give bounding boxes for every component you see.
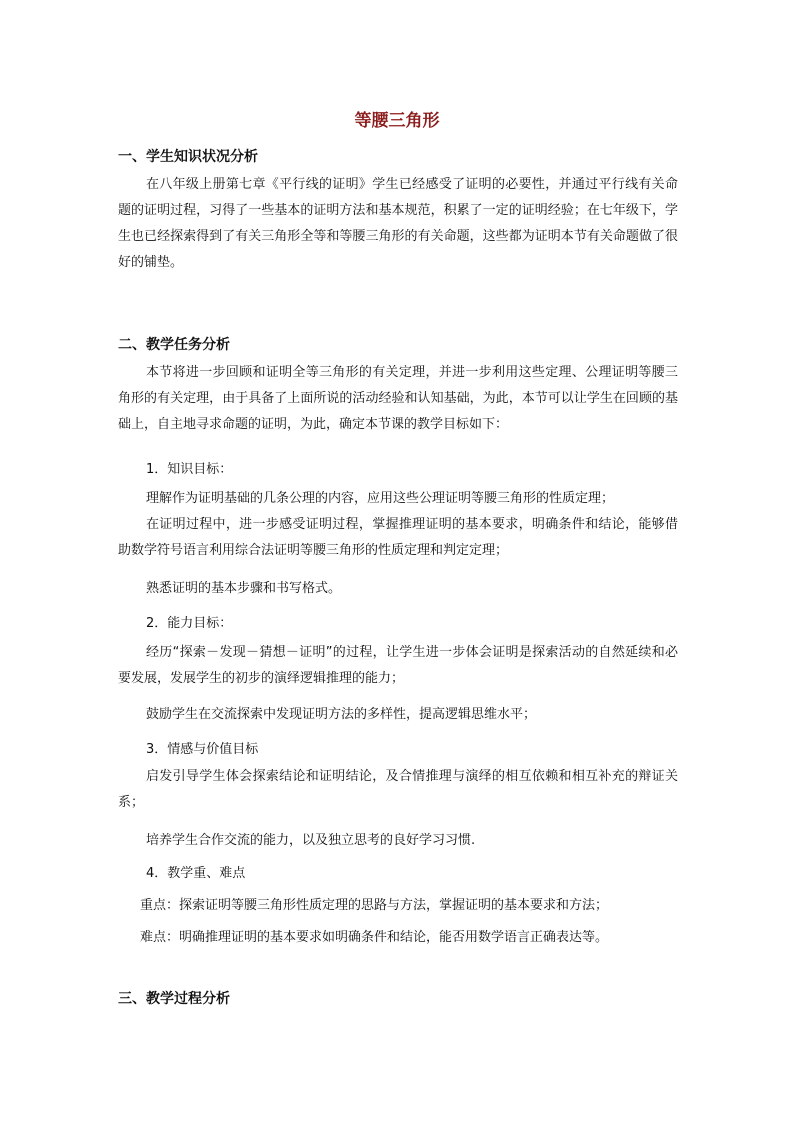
section-heading-3: 三、教学过程分析	[118, 991, 230, 1007]
section-heading-2: 二、教学任务分析	[118, 337, 230, 353]
goal4-label: 4．教学重、难点	[146, 866, 246, 881]
section-heading-1: 一、学生知识状况分析	[118, 149, 258, 165]
section2-intro: 本节将进一步回顾和证明全等三角形的有关定理，并进一步利用这些定理、公理证明等腰三角形的有关定理，由于具备了上面所说的活动经验和认知基础，为此，本节可以让学生在回顾的基础上，自主地寻求命题的证明，为此，确定本节课的教学目标如下：	[118, 365, 678, 432]
section1-paragraph: 在八年级上册第七章《平行线的证明》学生已经感受了证明的必要性，并通过平行线有关命题的证明过程，习得了一些基本的证明方法和基本规范，积累了一定的证明经验；在七年级下，学生也已经探索得到了有关三角形全等和等腰三角形的有关命题，这些都为证明本节有关命题做了很好的铺垫。	[118, 177, 678, 270]
goal2-item-2: 鼓励学生在交流探索中发现证明方法的多样性，提高逻辑思维水平；	[146, 707, 537, 722]
goal2-label: 2．能力目标：	[146, 616, 233, 631]
key-point: 重点：探索证明等腰三角形性质定理的思路与方法，掌握证明的基本要求和方法；	[140, 898, 609, 913]
goal1-item-1: 理解作为证明基础的几条公理的内容，应用这些公理证明等腰三角形的性质定理；	[146, 491, 615, 506]
goal2-item-1: 经历“探索－发现－猜想－证明”的过程，让学生进一步体会证明是探索活动的自然延续和必要发展，发展学生的初步的演绎逻辑推理的能力；	[118, 645, 678, 686]
goal3-item-2: 培养学生合作交流的能力，以及独立思考的良好学习习惯.	[146, 833, 476, 848]
goal3-item-1: 启发引导学生体会探索结论和证明结论，及合情推理与演绎的相互依赖和相互补充的辩证关系；	[118, 769, 678, 810]
goal3-label: 3．情感与价值目标	[146, 742, 259, 757]
goal1-item-2: 在证明过程中，进一步感受证明过程，掌握推理证明的基本要求，明确条件和结论，能够借助数学符号语言利用综合法证明等腰三角形的性质定理和判定定理；	[118, 517, 678, 558]
page-title: 等腰三角形	[354, 111, 440, 131]
goal1-item-3: 熟悉证明的基本步骤和书写格式。	[146, 581, 342, 596]
goal1-label: 1．知识目标：	[146, 462, 233, 477]
difficulty: 难点：明确推理证明的基本要求如明确条件和结论，能否用数学语言正确表达等。	[140, 930, 609, 945]
